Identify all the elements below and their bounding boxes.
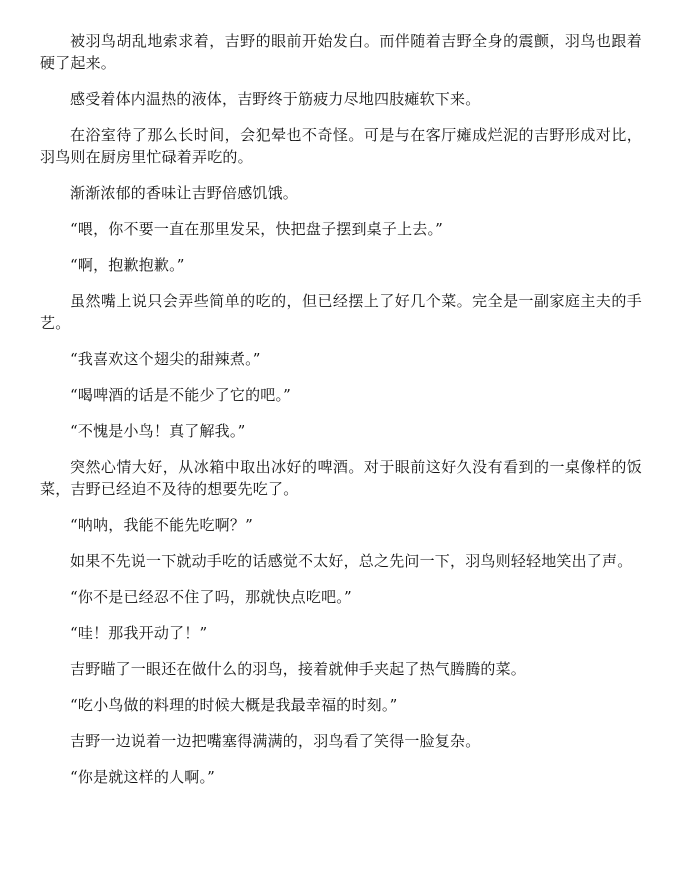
- paragraph-10: “不愧是小鸟！真了解我。”: [70, 422, 246, 440]
- paragraph-12: “呐呐，我能不能先吃啊？”: [70, 516, 253, 534]
- paragraph-5: “喂，你不要一直在那里发呆，快把盘子摆到桌子上去。”: [70, 220, 444, 238]
- paragraph-3: 在浴室待了那么长时间，会犯晕也不奇怪。可是与在客厅瘫成烂泥的吉野形成对比，羽鸟则在厨房里忙碌着弄吃的。: [40, 126, 642, 166]
- paragraph-9: “喝啤酒的话是不能少了它的吧。”: [70, 386, 292, 404]
- paragraph-6: “啊，抱歉抱歉。”: [70, 256, 185, 274]
- paragraph-2: 感受着体内温热的液体，吉野终于筋疲力尽地四肢瘫软下来。: [70, 90, 481, 108]
- paragraph-7: 虽然嘴上说只会弄些简单的吃的，但已经摆上了好几个菜。完全是一副家庭主夫的手艺。: [40, 292, 642, 332]
- paragraph-17: “吃小鸟做的料理的时候大概是我最幸福的时刻。”: [70, 696, 398, 714]
- paragraph-1: 被羽鸟胡乱地索求着，吉野的眼前开始发白。而伴随着吉野全身的震颤，羽鸟也跟着硬了起来。: [40, 32, 642, 72]
- paragraph-14: “你不是已经忍不住了吗，那就快点吃吧。”: [70, 588, 352, 606]
- paragraph-13: 如果不先说一下就动手吃的话感觉不太好，总之先问一下，羽鸟则轻轻地笑出了声。: [70, 552, 633, 570]
- paragraph-19: “你是就这样的人啊。”: [70, 768, 216, 786]
- paragraph-4: 渐渐浓郁的香味让吉野倍感饥饿。: [70, 184, 299, 202]
- paragraph-8: “我喜欢这个翅尖的甜辣煮。”: [70, 350, 261, 368]
- paragraph-15: “哇！那我开动了！”: [70, 624, 208, 642]
- paragraph-16: 吉野瞄了一眼还在做什么的羽鸟，接着就伸手夹起了热气腾腾的菜。: [70, 660, 527, 678]
- paragraph-18: 吉野一边说着一边把嘴塞得满满的，羽鸟看了笑得一脸复杂。: [70, 732, 481, 750]
- paragraph-11: 突然心情大好，从冰箱中取出冰好的啤酒。对于眼前这好久没有看到的一桌像样的饭菜，吉野已经迫不及待的想要先吃了。: [40, 458, 642, 498]
